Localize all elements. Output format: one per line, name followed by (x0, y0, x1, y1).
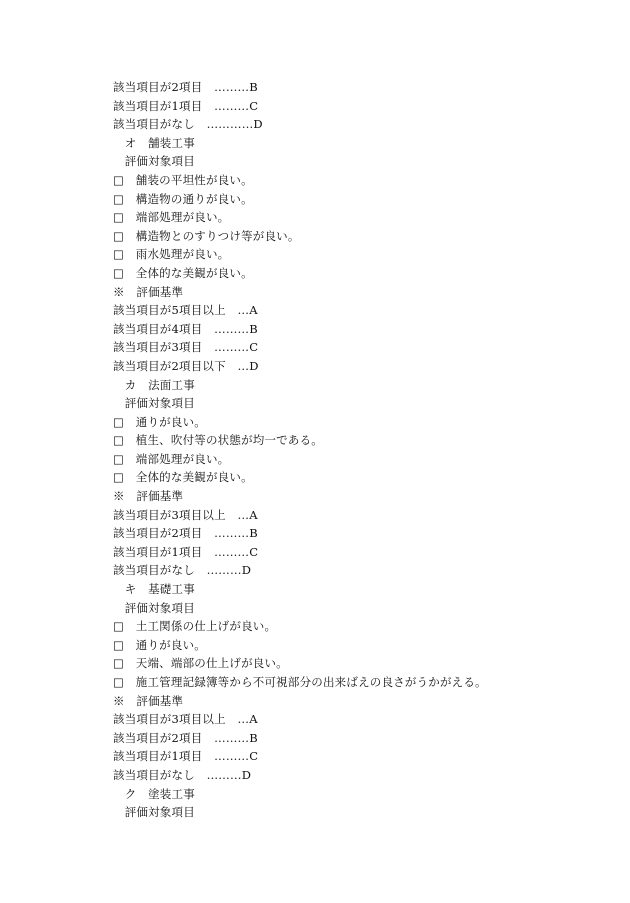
criteria-line: 該当項目が3項目以上 …A (113, 712, 258, 727)
section-heading: カ 法面工事 (113, 377, 195, 392)
checklist-item: □ 雨水処理が良い。 (113, 247, 230, 262)
criteria-line: 該当項目が4項目 ………B (113, 321, 258, 336)
checklist-item: □ 通りが良い。 (113, 414, 206, 429)
criteria-line: 該当項目がなし ………D (113, 563, 252, 578)
checklist-item: □ 構造物とのすりつけ等が良い。 (113, 228, 300, 243)
checklist-item: □ 全体的な美観が良い。 (113, 470, 253, 485)
document-body (113, 78, 613, 822)
criteria-line: 該当項目がなし …………D (113, 117, 263, 132)
checklist-item: □ 通りが良い。 (113, 637, 206, 652)
subsection-heading: 評価対象項目 (113, 154, 195, 169)
criteria-heading: ※ 評価基準 (113, 284, 184, 299)
section-heading: キ 基礎工事 (113, 582, 195, 597)
checklist-item: □ 土工関係の仕上げが良い。 (113, 619, 277, 634)
section-heading: オ 舗装工事 (113, 135, 195, 150)
checklist-item: □ 全体的な美観が良い。 (113, 265, 253, 280)
subsection-heading: 評価対象項目 (113, 600, 195, 615)
criteria-line: 該当項目が2項目 ………B (113, 80, 258, 94)
criteria-heading: ※ 評価基準 (113, 693, 184, 708)
criteria-heading: ※ 評価基準 (113, 489, 184, 504)
criteria-line: 該当項目が3項目以上 …A (113, 507, 258, 522)
subsection-heading: 評価対象項目 (113, 805, 195, 820)
criteria-line: 該当項目が1項目 ………C (113, 544, 259, 559)
checklist-item: □ 構造物の通りが良い。 (113, 191, 253, 206)
criteria-line: 該当項目が1項目 ………C (113, 98, 259, 113)
criteria-line: 該当項目が1項目 ………C (113, 749, 259, 764)
checklist-item: □ 植生、吹付等の状態が均一である。 (113, 433, 323, 448)
checklist-item: □ 端部処理が良い。 (113, 451, 230, 466)
criteria-line: 該当項目が3項目 ………C (113, 340, 259, 355)
subsection-heading: 評価対象項目 (113, 396, 195, 411)
criteria-line: 該当項目が2項目 ………B (113, 526, 258, 541)
criteria-line: 該当項目が2項目 ………B (113, 730, 258, 745)
criteria-line: 該当項目が5項目以上 …A (113, 303, 258, 318)
section-heading: ク 塗装工事 (113, 786, 195, 801)
checklist-item: □ 舗装の平坦性が良い。 (113, 172, 253, 187)
checklist-item: □ 施工管理記録簿等から不可視部分の出来ばえの良さがうかがえる。 (113, 675, 487, 689)
criteria-line: 該当項目が2項目以下 …D (113, 358, 259, 373)
criteria-line: 該当項目がなし ………D (113, 767, 252, 782)
checklist-item: □ 天端、端部の仕上げが良い。 (113, 656, 288, 671)
checklist-item: □ 端部処理が良い。 (113, 210, 230, 225)
